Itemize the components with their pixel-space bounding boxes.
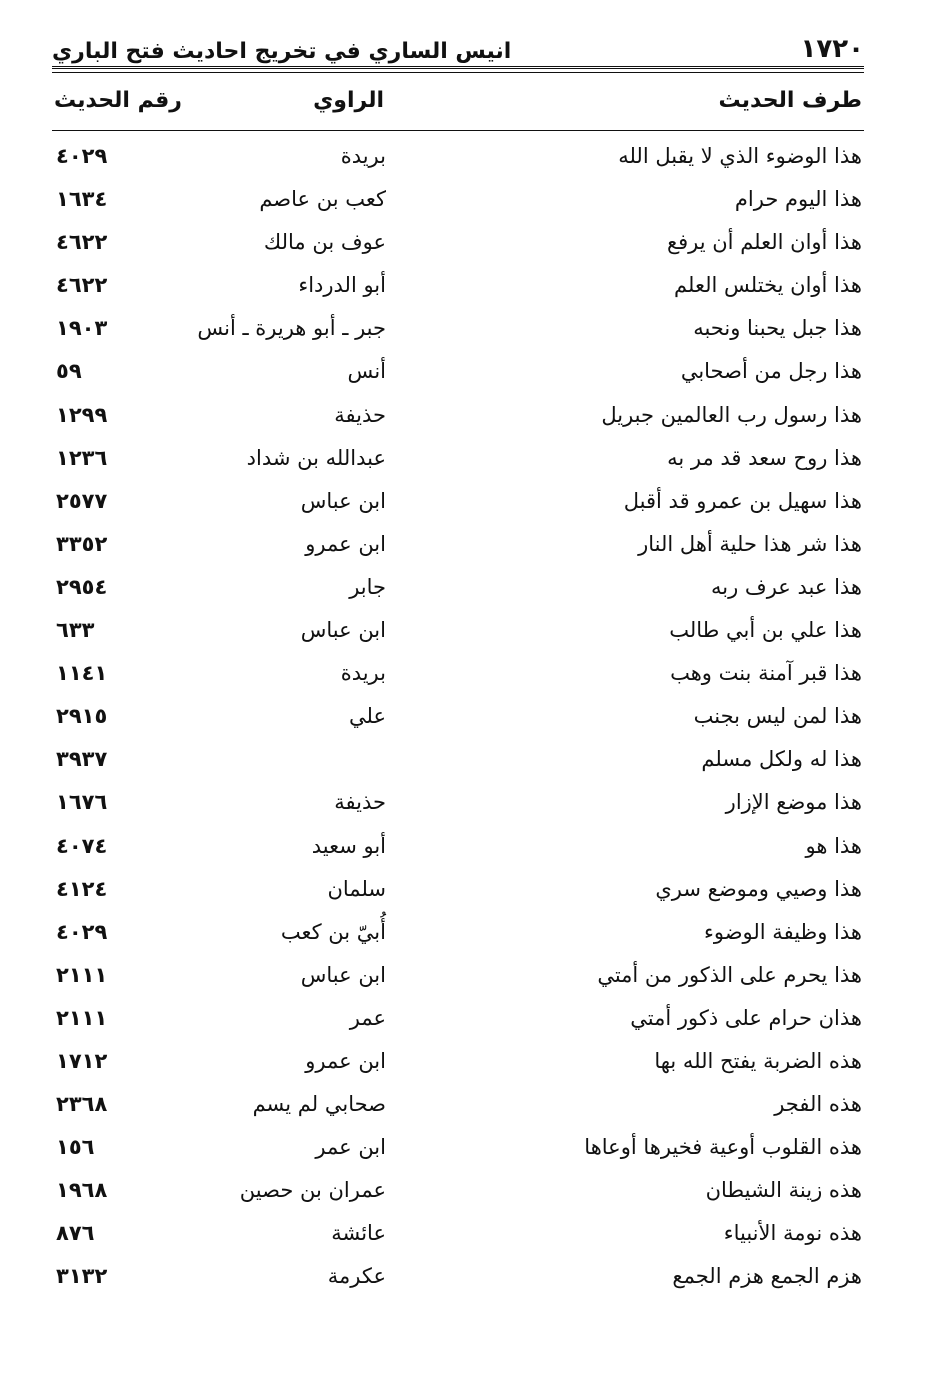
table-row <box>0 784 944 827</box>
hadith-number: ٥٩ <box>56 359 82 384</box>
table-row <box>0 483 944 526</box>
hadith-text: هذا هو <box>805 833 862 858</box>
page-number: ١٧٢٠ <box>800 34 864 64</box>
hadith-text: هذا عبد عرف ربه <box>711 574 862 599</box>
narrator: عوف بن مالك <box>263 230 386 255</box>
table-row <box>0 828 944 871</box>
header-rule <box>52 66 864 73</box>
narrator: أنس <box>347 359 386 384</box>
hadith-text: هذه الفجر <box>774 1092 862 1117</box>
narrator: ابن عمرو <box>305 531 386 556</box>
hadith-text: هذا وصيي وموضع سري <box>655 876 862 901</box>
hadith-number: ١٦٣٤ <box>56 187 108 212</box>
narrator: أبو سعيد <box>311 833 386 858</box>
narrator: ابن عباس <box>300 618 386 643</box>
table-row <box>0 353 944 396</box>
narrator: جبر ـ أبو هريرة ـ أنس <box>197 316 386 341</box>
hadith-number: ١٧١٢ <box>56 1048 108 1073</box>
hadith-text: هذا جبل يحبنا ونحبه <box>693 316 862 341</box>
table-row <box>0 1172 944 1215</box>
narrator: عكرمة <box>327 1264 386 1289</box>
table-row <box>0 957 944 1000</box>
hadith-number: ٢٣٦٨ <box>56 1092 108 1117</box>
narrator: سلمان <box>327 876 386 901</box>
narrator: بريدة <box>340 144 386 168</box>
hadith-number: ٤٦٢٢ <box>56 230 108 255</box>
hadith-text: هذه القلوب أوعية فخيرها أوعاها <box>584 1135 862 1160</box>
table-row <box>0 741 944 784</box>
narrator: بريدة <box>340 661 386 686</box>
narrator: كعب بن عاصم <box>259 187 386 212</box>
narrator: ابن عمر <box>315 1135 386 1160</box>
hadith-text: هذه نومة الأنبياء <box>723 1221 862 1246</box>
hadith-number: ٣٩٣٧ <box>56 747 108 772</box>
hadith-text: هذا أوان العلم أن يرفع <box>666 230 862 255</box>
hadith-text: هذا يحرم على الذكور من أمتي <box>597 962 862 987</box>
table-row <box>0 267 944 310</box>
hadith-number: ٨٧٦ <box>56 1221 95 1246</box>
column-header-hadith: طرف الحديث <box>718 88 862 113</box>
narrator: صحابي لم يسم <box>252 1092 386 1117</box>
page-header <box>52 22 864 64</box>
narrator: أُبيّ بن كعب <box>280 919 386 944</box>
hadith-number: ١٩٦٨ <box>56 1178 108 1203</box>
hadith-text: هذه الضربة يفتح الله بها <box>654 1048 862 1073</box>
table-row <box>0 1258 944 1301</box>
hadith-number: ٣٣٥٢ <box>56 531 108 556</box>
column-header-narrator: الراوي <box>313 88 384 113</box>
table-row <box>0 914 944 957</box>
hadith-number: ٢١١١ <box>56 962 108 987</box>
hadith-number: ٤٠٢٩ <box>56 144 108 168</box>
table-row <box>0 612 944 655</box>
hadith-number: ٢٩٥٤ <box>56 574 108 599</box>
hadith-text: هذا أوان يختلس العلم <box>674 273 862 298</box>
narrator: ابن عباس <box>300 488 386 513</box>
narrator: ابن عمرو <box>305 1048 386 1073</box>
table-row <box>0 1129 944 1172</box>
table-row <box>0 871 944 914</box>
hadith-number: ٢٩١٥ <box>56 704 108 729</box>
hadith-number: ٤٠٧٤ <box>56 833 108 858</box>
hadith-number: ١٦٧٦ <box>56 790 108 815</box>
column-header-rule <box>52 130 864 131</box>
table-row <box>0 138 944 181</box>
narrator: علي <box>349 704 386 729</box>
narrator: عائشة <box>331 1221 386 1246</box>
narrator: جابر <box>349 574 386 599</box>
hadith-text: هذا لمن ليس بجنب <box>693 704 862 729</box>
narrator: حذيفة <box>334 790 386 815</box>
book-title: انيس الساري في تخريج احاديث فتح الباري <box>52 39 512 64</box>
hadith-text: هزم الجمع هزم الجمع <box>672 1264 862 1289</box>
hadith-number: ٤٠٢٩ <box>56 919 108 944</box>
hadith-text: هذا الوضوء الذي لا يقبل الله <box>618 144 862 168</box>
table-row <box>0 569 944 612</box>
table-row <box>0 440 944 483</box>
hadith-number: ١٥٦ <box>56 1135 95 1160</box>
table-row <box>0 1000 944 1043</box>
hadith-index-table <box>0 138 944 1302</box>
hadith-text: هذان حرام على ذكور أمتي <box>630 1005 862 1030</box>
hadith-text: هذا له ولكل مسلم <box>701 747 862 772</box>
table-row <box>0 181 944 224</box>
hadith-number: ١١٤١ <box>56 661 108 686</box>
table-row <box>0 310 944 353</box>
hadith-number: ٤١٢٤ <box>56 876 108 901</box>
hadith-text: هذا روح سعد قد مر به <box>667 445 862 470</box>
hadith-number: ٣١٣٢ <box>56 1264 108 1289</box>
narrator: عمران بن حصين <box>239 1178 386 1203</box>
hadith-number: ٢١١١ <box>56 1005 108 1030</box>
hadith-number: ١٢٩٩ <box>56 402 108 427</box>
hadith-text: هذا رسول رب العالمين جبريل <box>601 402 862 427</box>
narrator: أبو الدرداء <box>298 273 386 298</box>
hadith-text: هذا وظيفة الوضوء <box>704 919 862 944</box>
hadith-text: هذا رجل من أصحابي <box>680 359 862 384</box>
hadith-number: ١٢٣٦ <box>56 445 108 470</box>
table-row <box>0 397 944 440</box>
column-header-number: رقم الحديث <box>54 88 182 113</box>
hadith-text: هذا قبر آمنة بنت وهب <box>670 661 862 686</box>
narrator: حذيفة <box>334 402 386 427</box>
narrator: عبدالله بن شداد <box>246 445 386 470</box>
table-row <box>0 1043 944 1086</box>
hadith-text: هذا موضع الإزار <box>725 790 862 815</box>
hadith-number: ١٩٠٣ <box>56 316 108 341</box>
hadith-text: هذا علي بن أبي طالب <box>669 618 862 643</box>
narrator: ابن عباس <box>300 962 386 987</box>
table-row <box>0 698 944 741</box>
hadith-number: ٤٦٢٢ <box>56 273 108 298</box>
table-row <box>0 1086 944 1129</box>
table-row <box>0 526 944 569</box>
table-row <box>0 1215 944 1258</box>
hadith-number: ٢٥٧٧ <box>56 488 108 513</box>
narrator: عمر <box>349 1005 386 1030</box>
hadith-text: هذا سهيل بن عمرو قد أقبل <box>623 488 862 513</box>
table-row <box>0 224 944 267</box>
hadith-text: هذا اليوم حرام <box>734 187 862 212</box>
hadith-text: هذه زينة الشيطان <box>705 1178 862 1203</box>
table-row <box>0 655 944 698</box>
hadith-text: هذا شر هذا حلية أهل النار <box>638 531 862 556</box>
hadith-number: ٦٣٣ <box>56 618 95 643</box>
